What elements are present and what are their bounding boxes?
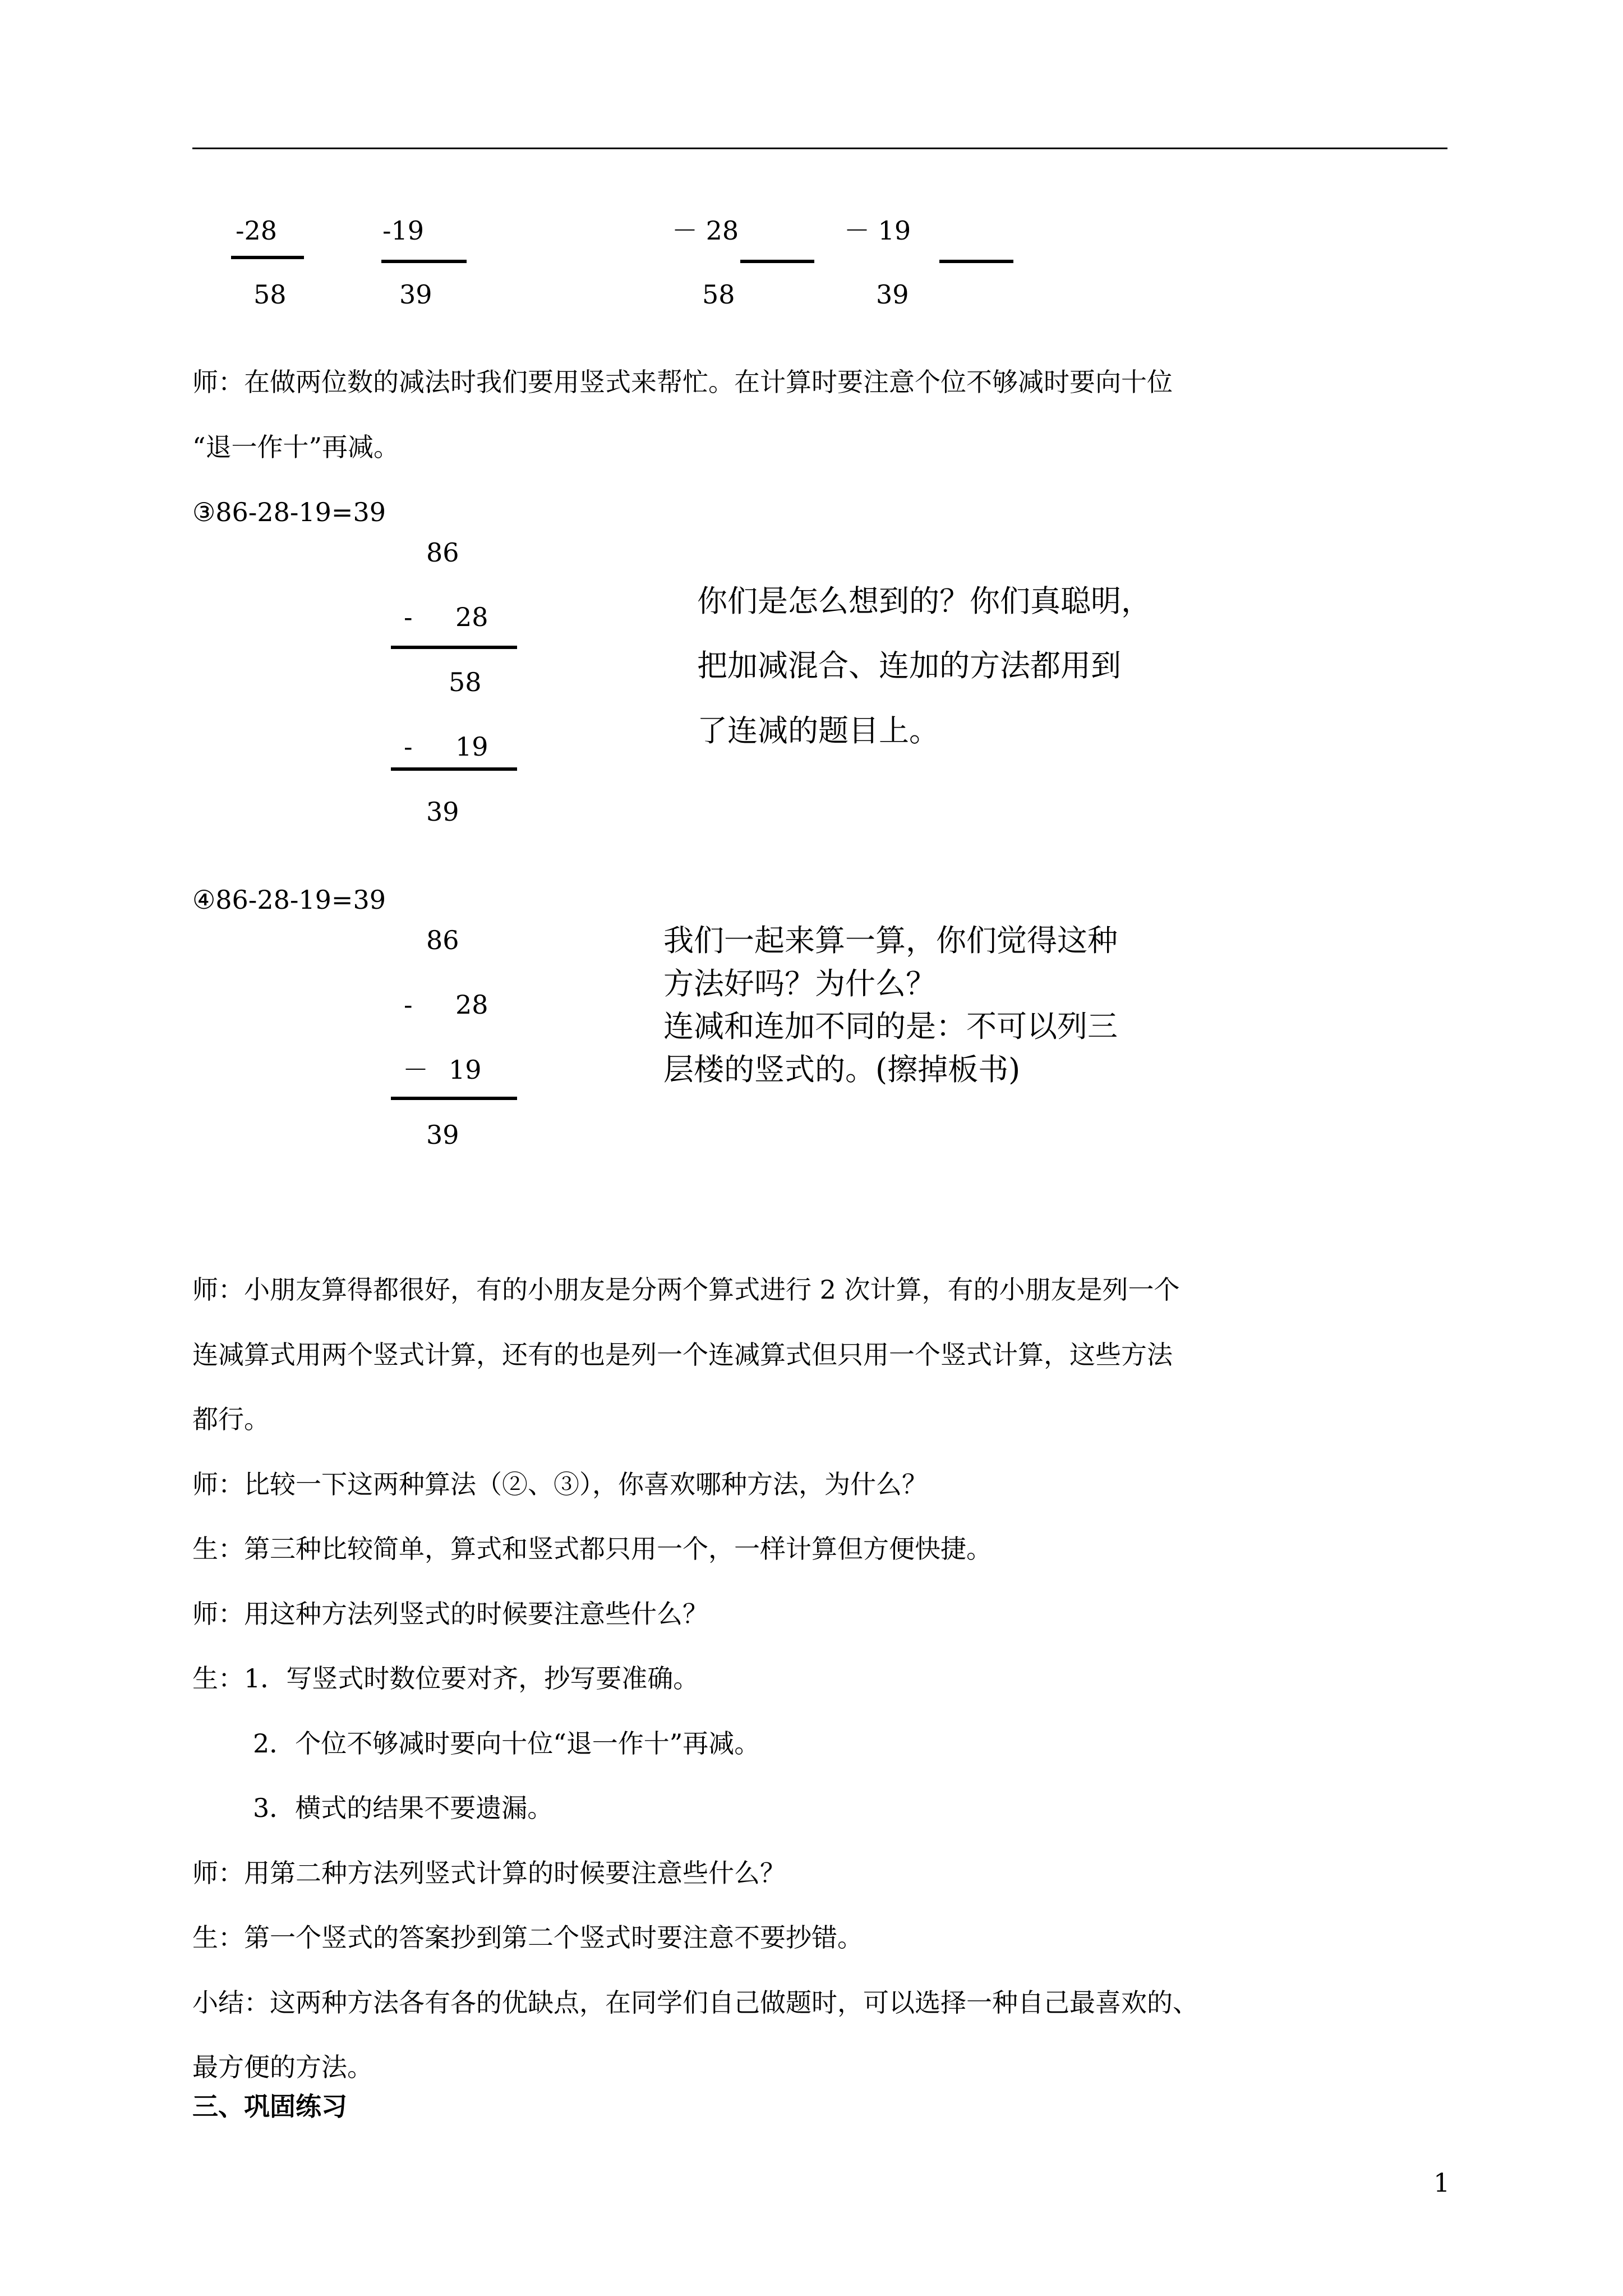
difference: 58 xyxy=(702,279,735,310)
subtrahend: -28 xyxy=(236,215,278,246)
summary-line: 小结：这两种方法各有各的优缺点，在同学们自己做题时，可以选择一种自己最喜欢的、 xyxy=(192,1987,1198,2018)
subtrahend: － 28 xyxy=(672,215,739,246)
subtrahend: － 19 xyxy=(844,215,911,246)
difference: 39 xyxy=(399,279,432,310)
sum-line xyxy=(391,646,517,649)
difference: 39 xyxy=(876,279,909,310)
page-number: 1 xyxy=(1433,2168,1450,2198)
paragraph: 连减算式用两个竖式计算，还有的也是列一个连减算式但只用一个竖式计算，这些方法 xyxy=(192,1340,1173,1370)
sum-line xyxy=(231,256,304,259)
subtrahend: 19 xyxy=(455,731,488,762)
paragraph: “退一作十”再减。 xyxy=(192,432,400,462)
method-label: ③86-28-19=39 xyxy=(192,497,386,527)
note-line: 方法好吗？为什么？ xyxy=(663,966,936,1001)
minus-sign: - xyxy=(404,731,413,762)
section-heading: 三、巩固练习 xyxy=(192,2091,347,2122)
sum-line xyxy=(740,260,814,263)
note-line: 你们是怎么想到的？你们真聪明， xyxy=(697,583,1151,619)
paragraph: 师：在做两位数的减法时我们要用竖式来帮忙。在计算时要注意个位不够减时要向十位 xyxy=(192,367,1173,397)
sum-line xyxy=(391,767,517,771)
minus-sign: － xyxy=(403,1055,428,1085)
dialog-line: 师：用第二种方法列竖式计算的时候要注意些什么？ xyxy=(192,1858,786,1888)
summary-line: 最方便的方法。 xyxy=(192,2052,373,2082)
subtrahend: 19 xyxy=(449,1055,482,1085)
dialog-line: 生：1．写竖式时数位要对齐，抄写要准确。 xyxy=(192,1663,699,1694)
result: 39 xyxy=(426,797,459,827)
dialog-line: 生：第三种比较简单，算式和竖式都只用一个，一样计算但方便快捷。 xyxy=(192,1534,992,1564)
minus-sign: - xyxy=(404,990,413,1020)
sum-line xyxy=(391,1097,517,1100)
header-rule xyxy=(192,148,1447,149)
subtrahend: 28 xyxy=(455,990,488,1020)
subtrahend: -19 xyxy=(382,215,425,246)
difference: 58 xyxy=(253,279,287,310)
minus-sign: - xyxy=(404,602,413,632)
minuend: 86 xyxy=(426,537,459,568)
note-line: 层楼的竖式的。(擦掉板书) xyxy=(663,1052,1021,1087)
minuend: 86 xyxy=(426,925,459,955)
dialog-line: 师：比较一下这两种算法（②、③），你喜欢哪种方法，为什么？ xyxy=(192,1469,928,1499)
dialog-line: 3．横式的结果不要遗漏。 xyxy=(253,1793,554,1823)
subtrahend: 28 xyxy=(455,602,488,632)
note-line: 连减和连加不同的是：不可以列三 xyxy=(663,1009,1118,1044)
sum-line xyxy=(939,260,1013,263)
dialog-line: 2．个位不够减时要向十位“退一作十”再减。 xyxy=(253,1728,760,1759)
note-line: 了连减的题目上。 xyxy=(697,713,939,748)
note-line: 我们一起来算一算，你们觉得这种 xyxy=(663,923,1118,958)
sum-line xyxy=(381,260,467,263)
dialog-line: 生：第一个竖式的答案抄到第二个竖式时要注意不要抄错。 xyxy=(192,1922,863,1953)
paragraph: 师：小朋友算得都很好，有的小朋友是分两个算式进行 2 次计算，有的小朋友是列一个 xyxy=(192,1274,1180,1305)
method-label: ④86-28-19=39 xyxy=(192,885,386,915)
result: 39 xyxy=(426,1120,459,1150)
paragraph: 都行。 xyxy=(192,1404,270,1434)
dialog-line: 师：用这种方法列竖式的时候要注意些什么？ xyxy=(192,1599,708,1629)
intermediate-result: 58 xyxy=(449,667,482,697)
note-line: 把加减混合、连加的方法都用到 xyxy=(697,648,1121,683)
